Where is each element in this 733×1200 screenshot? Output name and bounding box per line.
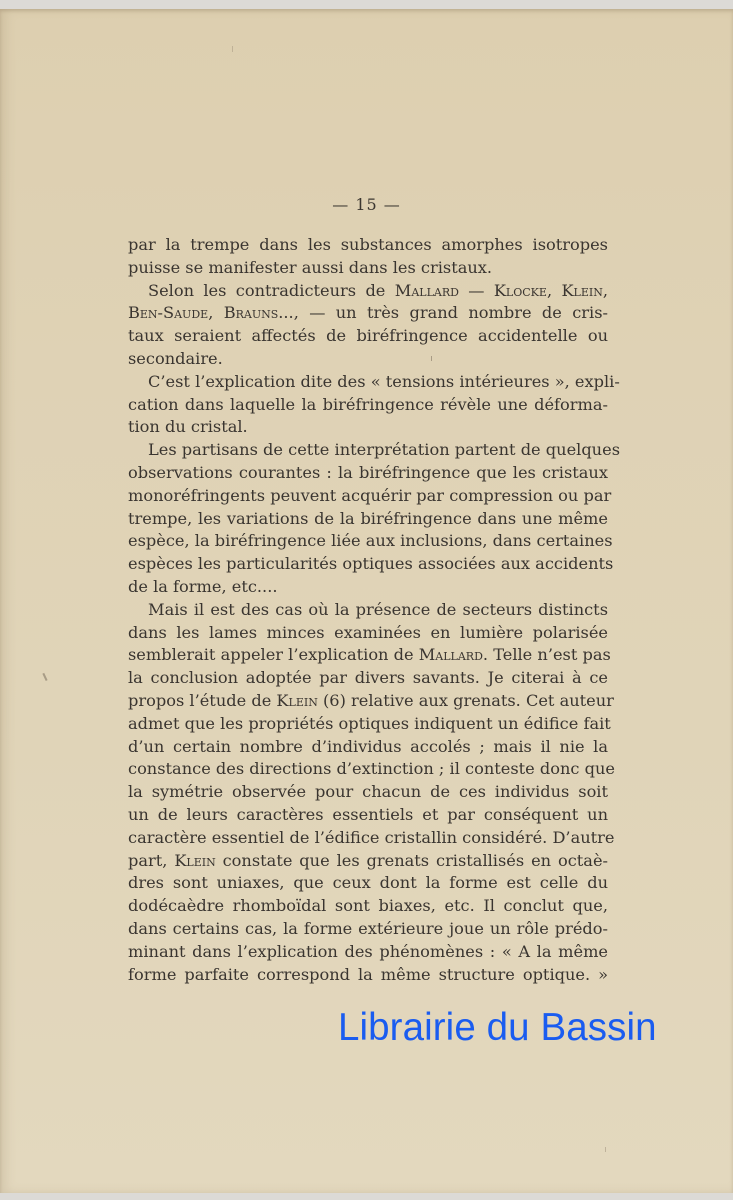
- text-line: C’est l’explication dite des « tensions intérieures », expli-: [148, 371, 620, 391]
- paper-speck: [605, 1147, 606, 1152]
- text-line: Mais il est des cas où la présence de secteurs distincts: [148, 599, 608, 619]
- text-line: caractère essentiel de l’édifice cristallin considéré. D’autre: [128, 827, 615, 847]
- text-line: Les partisans de cette interprétation partent de quelques: [148, 440, 620, 460]
- text-line: monoréfringents peuvent acquérir par compression ou par: [128, 485, 612, 505]
- text-line: observations courantes : la biréfringence que les cristaux: [128, 462, 608, 482]
- text-line: Selon les contradicteurs de Mallard — Klocke, Klein,: [148, 280, 609, 300]
- text-line: de la forme, etc....: [128, 576, 278, 596]
- text-line: la symétrie observée pour chacun de ces individus soit: [128, 782, 608, 802]
- text-line: tion du cristal.: [128, 417, 248, 437]
- body-text: [128, 234, 620, 986]
- text-line: d’un certain nombre d’individus accolés ; mais il nie la: [128, 736, 608, 756]
- text-line: part, Klein constate que les grenats cristallisés en octaè-: [128, 850, 608, 870]
- paper-speck: [42, 673, 47, 681]
- text-line: cation dans laquelle la biréfringence révèle une déforma-: [128, 394, 608, 414]
- text-line: par la trempe dans les substances amorphes isotropes: [128, 235, 608, 254]
- text-line: taux seraient affectés de biréfringence accidentelle ou: [128, 326, 608, 346]
- page-number: — 15 —: [332, 195, 401, 214]
- text-line: la conclusion adoptée par divers savants. Je citerai à ce: [128, 668, 608, 688]
- text-line: admet que les propriétés optiques indiquent un édifice fait: [128, 713, 611, 733]
- text-line: forme parfaite correspond la même structure optique. »: [128, 964, 608, 984]
- text-line: secondaire.: [128, 348, 223, 368]
- text-line: semblerait appeler l’explication de Mallard. Telle n’est pas: [128, 645, 611, 665]
- text-line: dans certains cas, la forme extérieure joue un rôle prédo-: [128, 918, 608, 938]
- paper-speck: [232, 46, 233, 52]
- text-line: dodécaèdre rhomboïdal sont biaxes, etc. Il conclut que,: [128, 896, 608, 916]
- text-line: Ben-Saude, Brauns..., — un très grand nombre de cris-: [128, 303, 608, 323]
- text-line: dres sont uniaxes, que ceux dont la forme est celle du: [128, 873, 608, 893]
- text-line: propos l’étude de Klein (6) relative aux grenats. Cet auteur: [128, 690, 614, 710]
- watermark-text: Librairie du Bassin: [338, 1006, 657, 1049]
- text-line: constance des directions d’extinction ; il conteste donc que: [128, 759, 616, 779]
- text-line: dans les lames minces examinées en lumière polarisée: [128, 622, 608, 642]
- text-line: puisse se manifester aussi dans les cristaux.: [128, 257, 493, 277]
- book-page: [0, 9, 733, 1193]
- text-line: minant dans l’explication des phénomènes : « A la même: [128, 941, 608, 961]
- text-line: espèces les particularités optiques associées aux accidents: [128, 554, 614, 574]
- text-line: un de leurs caractères essentiels et par conséquent un: [128, 804, 608, 824]
- text-line: espèce, la biréfringence liée aux inclusions, dans certaines: [128, 531, 613, 551]
- text-line: trempe, les variations de la biréfringence dans une même: [128, 508, 608, 528]
- paper-speck: [431, 356, 432, 361]
